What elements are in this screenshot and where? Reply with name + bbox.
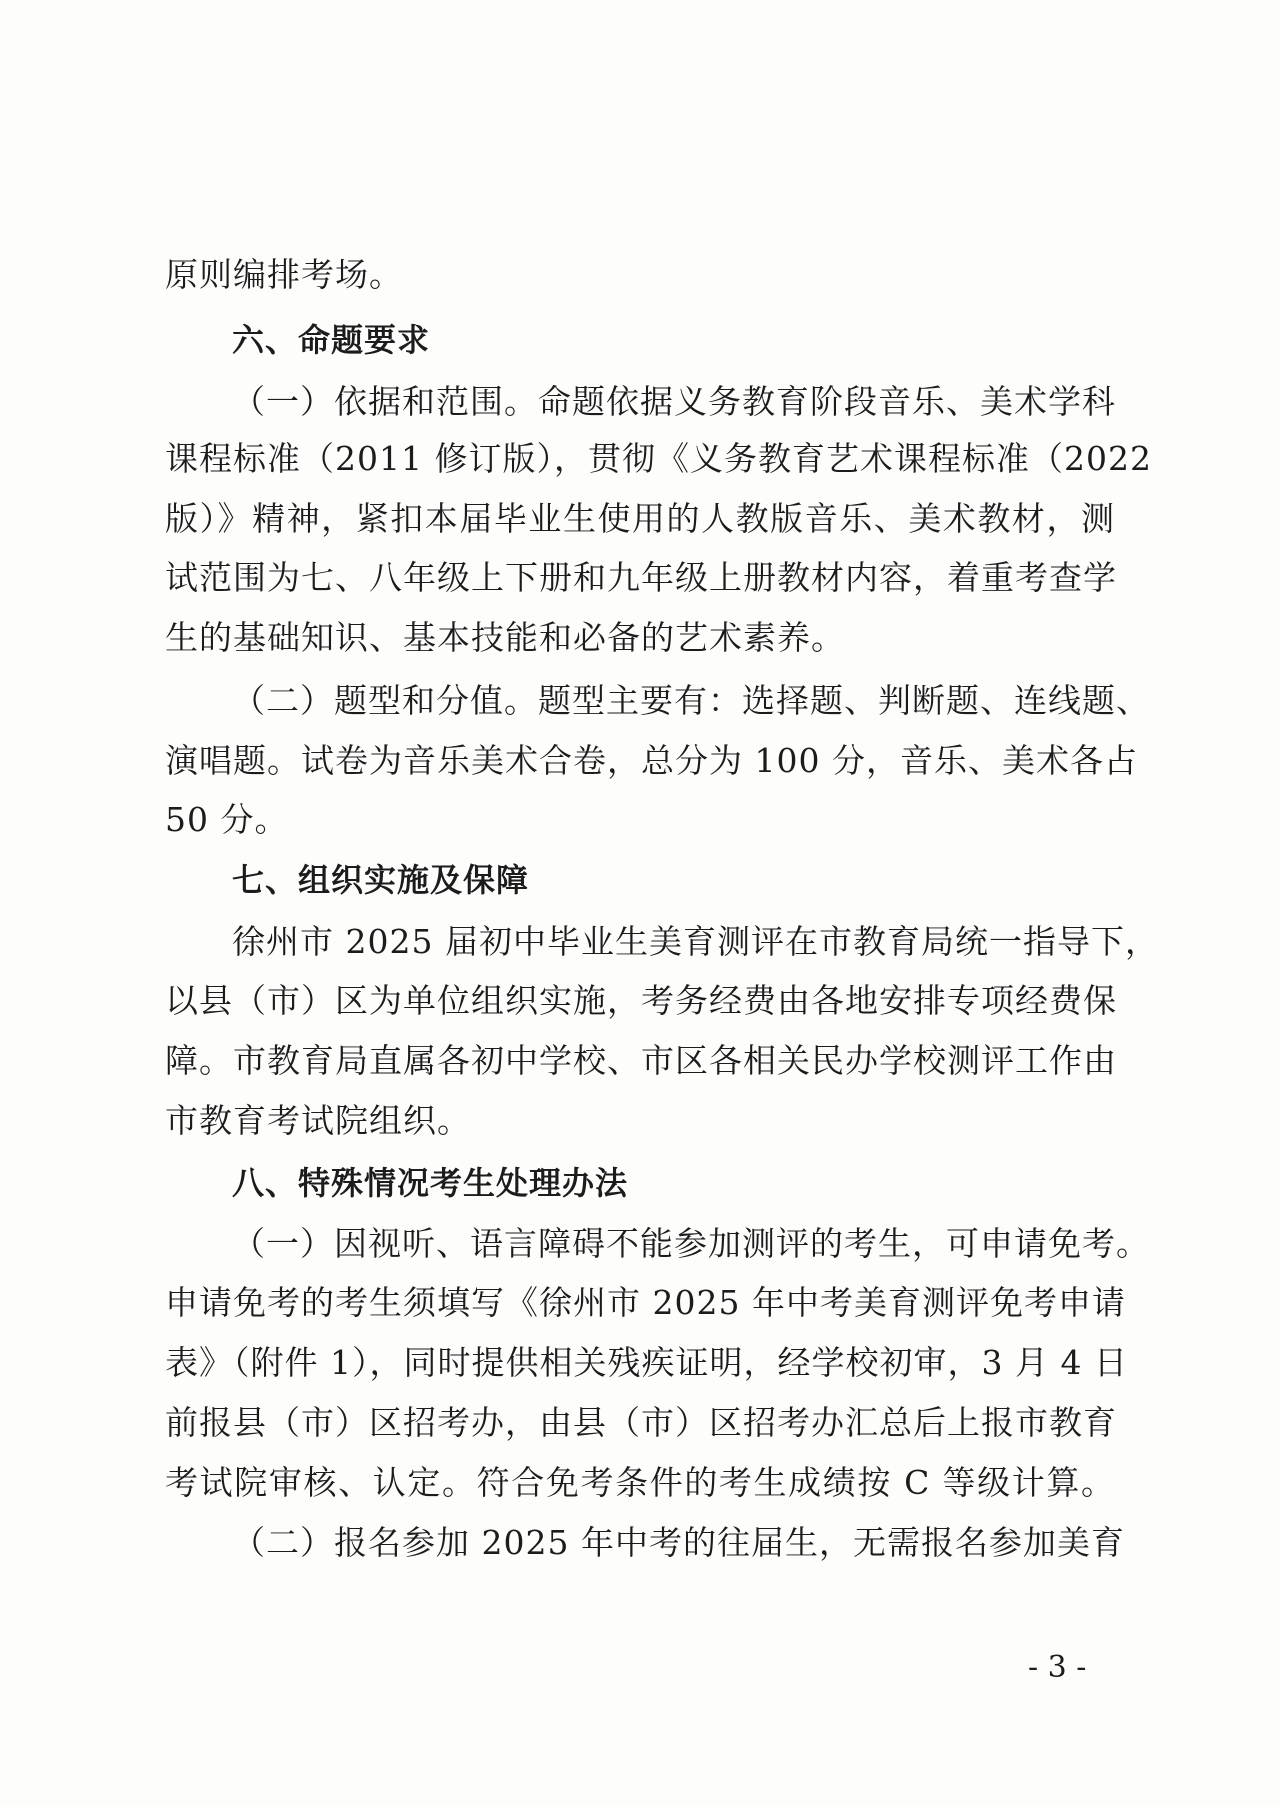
paragraph-line: 50 分。 — [165, 800, 289, 839]
paragraph-line: 版）》精神，紧扣本届毕业生使用的人教版音乐、美术教材，测 — [165, 499, 1115, 538]
paragraph-line: （一）依据和范围。命题依据义务教育阶段音乐、美术学科 — [232, 382, 1116, 421]
paragraph-line: 障。市教育局直属各初中学校、市区各相关民办学校测评工作由 — [165, 1041, 1117, 1080]
paragraph-line: 生的基础知识、基本技能和必备的艺术素养。 — [165, 618, 845, 657]
paragraph-line: 表》（附件 1），同时提供相关残疾证明，经学校初审，3 月 4 日 — [165, 1343, 1128, 1382]
paragraph-line: （一）因视听、语言障碍不能参加测评的考生，可申请免考。 — [232, 1224, 1150, 1263]
paragraph-line: 演唱题。试卷为音乐美术合卷，总分为 100 分，音乐、美术各占 — [165, 741, 1138, 780]
paragraph-line: 原则编排考场。 — [165, 255, 403, 294]
paragraph-line: 试范围为七、八年级上下册和九年级上册教材内容，着重考查学 — [165, 558, 1117, 597]
paragraph-line: 以县（市）区为单位组织实施，考务经费由各地安排专项经费保 — [165, 981, 1117, 1020]
paragraph-line: 徐州市 2025 届初中毕业生美育测评在市教育局统一指导下， — [232, 922, 1159, 961]
section-heading-6: 六、命题要求 — [232, 321, 431, 359]
paragraph-line: 前报县（市）区招考办，由县（市）区招考办汇总后上报市教育 — [165, 1403, 1117, 1442]
paragraph-line: 市教育考试院组织。 — [165, 1101, 471, 1140]
section-heading-7: 七、组织实施及保障 — [232, 861, 530, 899]
paragraph-line: （二）报名参加 2025 年中考的往届生，无需报名参加美育 — [232, 1523, 1125, 1562]
paragraph-line: 课程标准（2011 修订版），贯彻《义务教育艺术课程标准（2022 — [165, 439, 1152, 478]
paragraph-line: （二）题型和分值。题型主要有：选择题、判断题、连线题、 — [232, 681, 1150, 720]
section-heading-8: 八、特殊情况考生处理办法 — [232, 1164, 629, 1202]
page-number: - 3 - — [1028, 1650, 1087, 1685]
paragraph-line: 考试院审核、认定。符合免考条件的考生成绩按 C 等级计算。 — [165, 1463, 1115, 1502]
paragraph-line: 申请免考的考生须填写《徐州市 2025 年中考美育测评免考申请 — [165, 1283, 1126, 1322]
